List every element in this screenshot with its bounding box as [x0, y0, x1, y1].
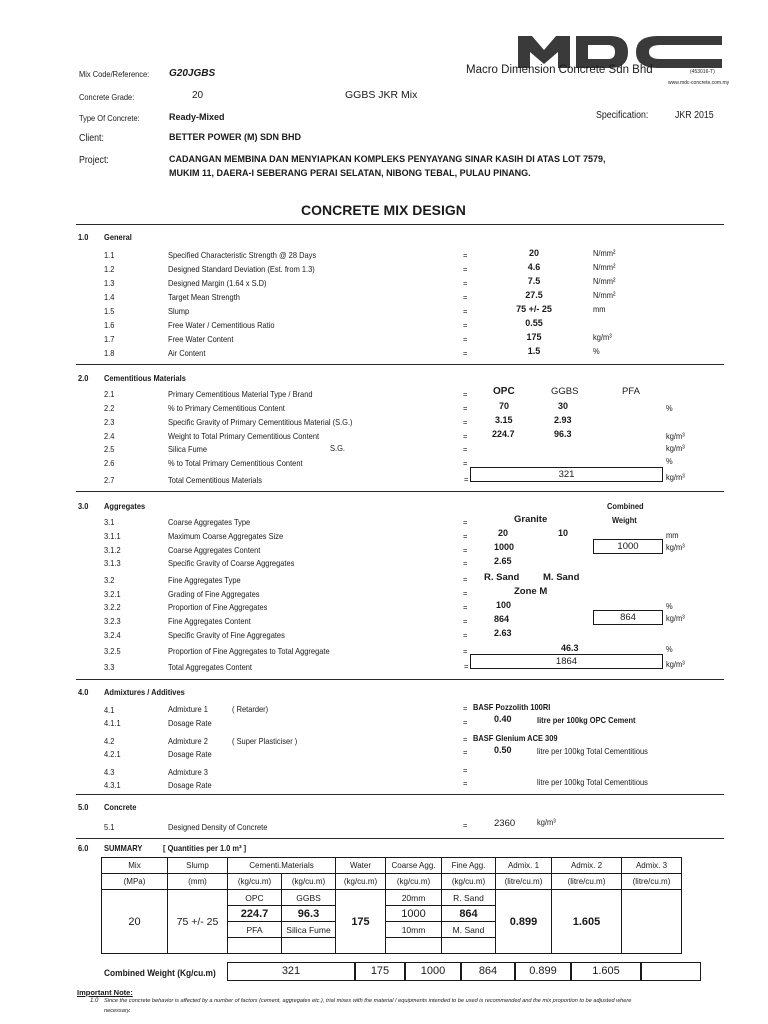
value: 2360 [494, 818, 516, 829]
value: 3.15 [495, 415, 513, 425]
equals: = [463, 545, 468, 555]
coarse-weight-box: 1000 [593, 539, 663, 554]
row-label: Designed Margin (1.64 x S.D) [168, 278, 267, 288]
value: 1000 [494, 542, 515, 552]
row-label: Total Cementitious Materials [168, 475, 262, 485]
header-fine: Fine Agg. [442, 858, 496, 874]
company-reg: (453016-T) [690, 69, 715, 75]
s5-num: 5.0 [78, 802, 89, 812]
admix1-value: 0.899 [496, 890, 552, 954]
row-label: % to Primary Cementitious Content [168, 403, 285, 413]
equals: = [463, 646, 468, 656]
row-label: Specific Gravity of Primary Cementitious Material (S.G.) [168, 417, 353, 427]
row-label: Dosage Rate [168, 780, 212, 790]
equals: = [463, 278, 468, 288]
row-unit: kg/m³ [593, 332, 612, 342]
row-num: 3.1.2 [104, 545, 121, 555]
row-num: 3.1.1 [104, 531, 121, 541]
total-aggregates-box: 1864 [470, 654, 663, 669]
s6-num: 6.0 [78, 843, 89, 853]
unit: kg/m³ [666, 443, 685, 453]
pfa-cell: PFA [228, 922, 282, 938]
unit: (mm) [168, 874, 228, 890]
equals: = [463, 703, 468, 713]
equals: = [463, 403, 468, 413]
row-label: Total Aggregates Content [168, 662, 253, 672]
row-unit: N/mm² [593, 290, 616, 300]
row-label: Coarse Aggregates Type [168, 517, 251, 527]
equals: = [463, 778, 468, 788]
row-num: 1.2 [104, 264, 115, 274]
admixture-brand: BASF Pozzolith 100RI [473, 702, 551, 712]
row-label: Silica Fume [168, 444, 208, 454]
value: 2.65 [494, 556, 512, 566]
unit: (kg/cu.m) [442, 874, 496, 890]
divider [76, 679, 724, 680]
row-unit: N/mm² [593, 248, 616, 258]
row-value: 7.5 [527, 276, 541, 286]
row-label: Free Water / Cementitious Ratio [168, 320, 275, 330]
row-num: 4.2.1 [104, 749, 121, 759]
row-num: 3.2.4 [104, 630, 121, 640]
cw-water: 175 [355, 962, 405, 981]
divider [76, 491, 724, 492]
unit: kg/m³ [666, 659, 685, 669]
s2-title: Cementitious Materials [104, 373, 186, 383]
row-label: Fine Aggregates Content [168, 616, 251, 626]
row-num: 1.6 [104, 320, 115, 330]
equals: = [463, 630, 468, 640]
row-value: 4.6 [527, 262, 541, 272]
row-label: Designed Standard Deviation (Est. from 1.3) [168, 264, 315, 274]
row-label: Admixture 3 [168, 767, 208, 777]
unit: (kg/cu.m) [336, 874, 386, 890]
equals: = [463, 517, 468, 527]
s6-title: SUMMARY [104, 843, 143, 853]
header-admix3: Admix. 3 [622, 858, 682, 874]
row-num: 2.4 [104, 431, 115, 441]
row-num: 4.3.1 [104, 780, 121, 790]
row-num: 1.5 [104, 306, 115, 316]
row-num: 1.3 [104, 278, 115, 288]
equals: = [463, 334, 468, 344]
s1-num: 1.0 [78, 232, 89, 242]
coarse-value: 1000 [386, 906, 442, 922]
s3-num: 3.0 [78, 501, 89, 511]
fine-value: 864 [442, 906, 496, 922]
company-website: www.mdc-concrete.com.my [668, 80, 730, 86]
equals: = [463, 558, 468, 568]
admixture-brand: BASF Glenium ACE 309 [473, 733, 558, 743]
unit: kg/m³ [666, 542, 685, 552]
mix-name: GGBS JKR Mix [345, 89, 418, 101]
s2-num: 2.0 [78, 373, 89, 383]
water-value: 175 [336, 890, 386, 954]
row-label: Dosage Rate [168, 749, 212, 759]
project-line2: MUKIM 11, DAERA-I SEBERANG PERAI SELATAN, NIBONG TEBAL, PULAU PINANG. [169, 168, 531, 178]
s5-title: Concrete [104, 802, 137, 812]
spec-value: JKR 2015 [675, 110, 714, 121]
row-value: 27.5 [525, 290, 543, 300]
value: 0.40 [494, 714, 512, 724]
client-value: BETTER POWER (M) SDN BHD [169, 132, 301, 142]
row-num: 4.1.1 [104, 718, 121, 728]
row-value: 1.5 [527, 346, 541, 356]
project-line1: CADANGAN MEMBINA DAN MENYIAPKAN KOMPLEKS PENYAYANG SINAR KASIH DI ATAS LOT 7579, [169, 154, 606, 164]
equals: = [464, 661, 469, 671]
s6-subtitle: [ Quantities per 1.0 m³ ] [163, 843, 247, 853]
row-label: Free Water Content [168, 334, 234, 344]
equals: = [463, 320, 468, 330]
row-label: Primary Cementitious Material Type / Brand [168, 389, 313, 399]
value: 10 [558, 528, 569, 538]
unit: (litre/cu.m) [496, 874, 552, 890]
combined-label: Combined [607, 501, 644, 511]
header-mix: Mix [102, 858, 168, 874]
cw-admix2: 1.605 [571, 962, 641, 981]
equals: = [463, 574, 468, 584]
header-slump: Slump [168, 858, 228, 874]
unit: (kg/cu.m) [228, 874, 282, 890]
header-coarse: Coarse Agg. [386, 858, 442, 874]
row-label: Air Content [168, 348, 206, 358]
msand-cell: M. Sand [442, 922, 496, 938]
silica-cell: Silica Fume [282, 922, 336, 938]
unit: (kg/cu.m) [282, 874, 336, 890]
grade-label: Concrete Grade: [79, 92, 135, 102]
coarse-10mm: 10mm [386, 922, 442, 938]
equals: = [463, 444, 468, 454]
equals: = [463, 306, 468, 316]
header-water: Water [336, 858, 386, 874]
row-num: 3.2.5 [104, 646, 121, 656]
spec-label: Specification: [596, 110, 649, 121]
equals: = [463, 616, 468, 626]
opc-value: 224.7 [228, 906, 282, 922]
unit: (kg/cu.m) [386, 874, 442, 890]
rsand-cell: R. Sand [442, 890, 496, 906]
admixture-type: ( Super Plasticiser ) [232, 736, 298, 746]
equals: = [463, 458, 468, 468]
equals: = [463, 602, 468, 612]
note-text-continued: necessary. [104, 1008, 131, 1014]
row-value: 20 [528, 248, 539, 258]
fine-weight-box: 864 [593, 610, 663, 625]
granite-label: Granite [514, 514, 548, 525]
row-num: 2.6 [104, 458, 115, 468]
unit: kg/m³ [537, 817, 556, 827]
equals: = [463, 531, 468, 541]
cw-coarse: 1000 [405, 962, 461, 981]
equals: = [463, 588, 468, 598]
row-num: 4.3 [104, 767, 115, 777]
equals: = [463, 747, 468, 757]
row-num: 3.1.3 [104, 558, 121, 568]
unit: % [666, 456, 673, 466]
grade-value: 20 [192, 90, 204, 101]
row-num: 3.2.1 [104, 589, 121, 599]
project-label: Project: [79, 155, 109, 166]
equals: = [463, 820, 468, 830]
equals: = [463, 734, 468, 744]
equals: = [463, 431, 468, 441]
row-label: Specific Gravity of Fine Aggregates [168, 630, 285, 640]
row-label: Fine Aggregates Type [168, 575, 241, 585]
equals: = [463, 264, 468, 274]
cw-admix3 [641, 962, 701, 981]
value: 864 [494, 614, 510, 624]
value: 70 [499, 401, 510, 411]
equals: = [463, 717, 468, 727]
mix-code-label: Mix Code/Reference: [79, 69, 150, 79]
equals: = [464, 474, 469, 484]
unit: kg/m³ [666, 613, 685, 623]
total-cementitious-box: 321 [470, 467, 663, 482]
value: 20 [498, 528, 509, 538]
row-num: 1.4 [104, 292, 115, 302]
unit: % [666, 601, 673, 611]
row-label: Slump [168, 306, 190, 316]
unit: mm [666, 530, 679, 540]
silica-value [282, 938, 336, 954]
type-value: Ready-Mixed [169, 112, 225, 122]
row-num: 1.1 [104, 250, 115, 260]
rsand-label: R. Sand [484, 572, 520, 583]
value: 30 [558, 401, 569, 411]
row-num: 2.5 [104, 444, 115, 454]
value: 2.93 [554, 415, 572, 425]
s4-num: 4.0 [78, 687, 89, 697]
equals: = [463, 765, 468, 775]
row-label: % to Total Primary Cementitious Content [168, 458, 303, 468]
value: 224.7 [492, 429, 515, 439]
ggbs-label: GGBS [551, 386, 579, 397]
unit: (litre/cu.m) [552, 874, 622, 890]
row-num: 3.3 [104, 662, 115, 672]
slump-value: 75 +/- 25 [168, 890, 228, 954]
pfa-label: PFA [622, 386, 640, 397]
row-label: Proportion of Fine Aggregates [168, 602, 268, 612]
unit: kg/m³ [666, 431, 685, 441]
row-label: Target Mean Strength [168, 292, 240, 302]
row-num: 2.3 [104, 417, 115, 427]
mix-code: G20JGBS [169, 68, 216, 79]
row-unit: % [593, 346, 600, 356]
equals: = [463, 389, 468, 399]
cw-admix1: 0.899 [515, 962, 571, 981]
row-value: 75 +/- 25 [516, 304, 552, 314]
msand-label: M. Sand [543, 572, 580, 583]
pfa-value [228, 938, 282, 954]
row-num: 1.7 [104, 334, 115, 344]
note-num: 1.0 [90, 998, 99, 1004]
unit: % [666, 644, 673, 654]
row-label: Maximum Coarse Aggregates Size [168, 531, 284, 541]
row-num: 3.2 [104, 575, 115, 585]
unit: litre per 100kg OPC Cement [537, 715, 636, 725]
opc-cell: OPC [228, 890, 282, 906]
unit: litre per 100kg Total Cementitious [537, 746, 648, 756]
header-admix1: Admix. 1 [496, 858, 552, 874]
unit: kg/m³ [666, 472, 685, 482]
weight-label: Weight [612, 515, 637, 525]
company-name: Macro Dimension Concrete Sdn Bhd [466, 64, 653, 76]
s4-title: Admixtures / Additives [104, 687, 185, 697]
row-num: 5.1 [104, 822, 115, 832]
mdc-logo [518, 34, 722, 68]
cw-cementitious: 321 [227, 962, 355, 981]
note-title: Important Note: [77, 988, 133, 997]
row-num: 4.2 [104, 736, 115, 746]
row-label: Specified Characteristic Strength @ 28 Days [168, 250, 317, 260]
row-num: 3.2.3 [104, 616, 121, 626]
header-admix2: Admix. 2 [552, 858, 622, 874]
row-label: Coarse Aggregates Content [168, 545, 261, 555]
divider [76, 364, 724, 365]
row-label: Admixture 2 [168, 736, 208, 746]
value: Zone M [514, 586, 548, 597]
admixture-type: ( Retarder) [232, 704, 269, 714]
row-label: Admixture 1 [168, 704, 208, 714]
row-label: Grading of Fine Aggregates [168, 589, 260, 599]
row-unit: N/mm² [593, 276, 616, 286]
unit: (MPa) [102, 874, 168, 890]
value: 0.50 [494, 745, 512, 755]
value: 96.3 [554, 429, 572, 439]
row-value: 0.55 [525, 318, 543, 328]
row-label: Weight to Total Primary Cementitious Content [168, 431, 320, 441]
coarse-20mm: 20mm [386, 890, 442, 906]
s3-title: Aggregates [104, 501, 146, 511]
document-title: CONCRETE MIX DESIGN [301, 202, 466, 218]
equals: = [463, 417, 468, 427]
row-num: 2.1 [104, 389, 115, 399]
client-label: Client: [79, 133, 104, 144]
row-num: 1.8 [104, 348, 115, 358]
row-num: 3.2.2 [104, 602, 121, 612]
value: 100 [496, 600, 512, 610]
equals: = [463, 292, 468, 302]
row-num: 4.1 [104, 705, 115, 715]
value: 46.3 [561, 643, 579, 653]
sg-label: S.G. [330, 443, 345, 453]
row-label: Designed Density of Concrete [168, 822, 268, 832]
msand-value [442, 938, 496, 954]
admix2-value: 1.605 [552, 890, 622, 954]
unit: (litre/cu.m) [622, 874, 682, 890]
opc-label: OPC [493, 386, 515, 397]
type-label: Type Of Concrete: [79, 113, 140, 123]
unit: % [666, 403, 673, 413]
row-label: Proportion of Fine Aggregates to Total Aggregate [168, 646, 330, 656]
row-label: Specific Gravity of Coarse Aggregates [168, 558, 295, 568]
row-num: 2.2 [104, 403, 115, 413]
admix3-value [622, 890, 682, 954]
ggbs-cell: GGBS [282, 890, 336, 906]
mix-value: 20 [102, 890, 168, 954]
divider [76, 794, 724, 795]
value: 2.63 [494, 628, 512, 638]
divider [76, 224, 724, 225]
coarse-10-value [386, 938, 442, 954]
row-label: Dosage Rate [168, 718, 212, 728]
equals: = [463, 348, 468, 358]
divider [76, 838, 724, 839]
header-cementitious: Cementi.Materials [228, 858, 336, 874]
cw-fine: 864 [461, 962, 515, 981]
note-text: Since the concrete behavior is affected by a number of factors (cement, aggregates etc.), trial mixes with the material / equipments intended to be used is recommended and the mix proportion to be adjusted where [104, 998, 632, 1004]
row-value: 175 [526, 332, 542, 342]
row-unit: N/mm² [593, 262, 616, 272]
combined-weight-label: Combined Weight (Kg/cu.m) [104, 968, 216, 979]
equals: = [463, 250, 468, 260]
unit: litre per 100kg Total Cementitious [537, 777, 648, 787]
s1-title: General [104, 232, 132, 242]
ggbs-value: 96.3 [282, 906, 336, 922]
summary-table [101, 857, 682, 954]
row-unit: mm [593, 304, 606, 314]
row-num: 2.7 [104, 475, 115, 485]
row-num: 3.1 [104, 517, 115, 527]
